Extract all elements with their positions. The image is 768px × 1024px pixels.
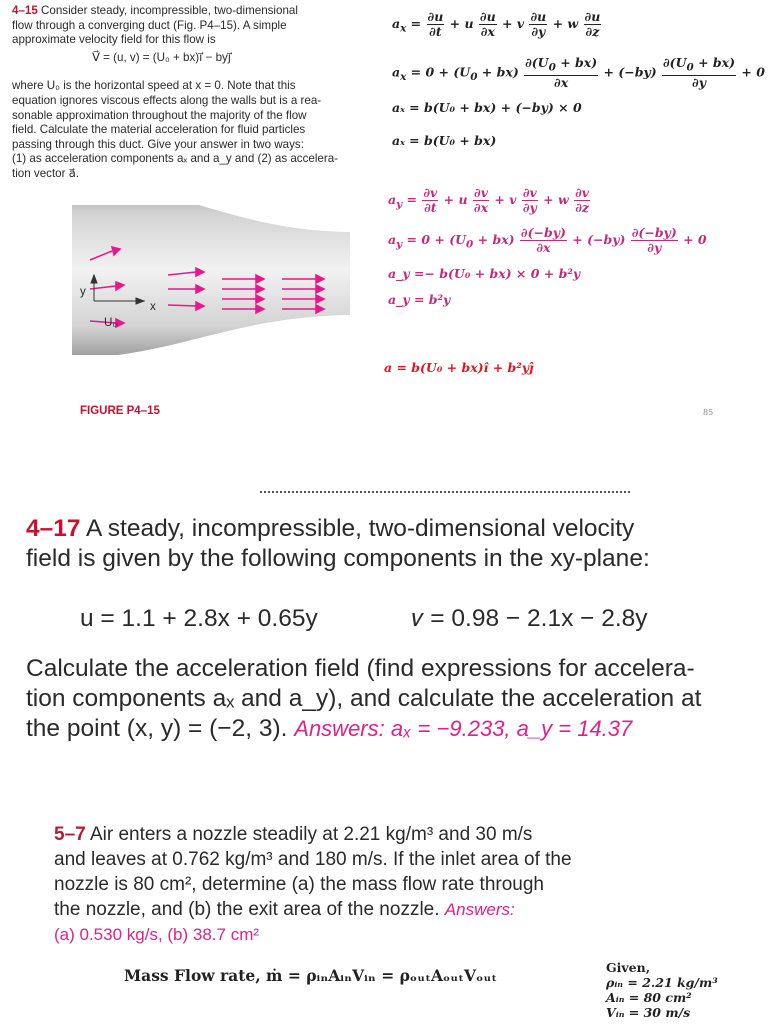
problem-number: 5–7 [54,824,86,845]
problem-number: 4–17 [26,515,81,542]
problem-4-17-statement [26,514,766,574]
ax-equation-simplified: aₓ = b(U₀ + bx) + (−by) × 0 [392,100,582,115]
velocity-field-equation: V⃗ = (u, v) = (U₀ + bx)i⃗ − byj⃗ [92,50,232,64]
slide-problem-4-17 [0,478,768,800]
statement-line: the point (x, y) = (−2, 3). [26,715,288,742]
answers: (a) 0.530 kg/s, (b) 38.7 cm² [54,925,260,944]
problem-number: 4–15 [12,4,38,17]
figure-u0-label: U₀ [104,316,118,329]
statement-line: and leaves at 0.762 kg/m³ and 180 m/s. If the inlet area of the [54,849,572,870]
given-title: Given, [606,960,651,975]
statement-line: A steady, incompressible, two-dimensional velocity [85,515,635,542]
given-inlet-velocity: Vᵢₙ = 30 m/s [606,1005,691,1020]
slide-problem-4-15 [0,0,768,440]
statement-line: the nozzle, and (b) the exit area of the nozzle. [54,899,440,920]
converging-duct-figure [60,205,360,355]
given-inlet-area: Aᵢₙ = 80 cm² [606,990,692,1005]
statement-line: passing through this duct. Give your answer in two ways: [12,137,304,151]
statement-line: where U₀ is the horizontal speed at x = 0. Note that this [12,79,296,93]
statement-line: flow through a converging duct (Fig. P4–15). A simple [12,18,287,32]
ax-equation-definition: $a_x$ = $\frac{\partial u}{\partial t}$ + u $\frac{\partial u}{\partial x}$ + v $\frac{\partial u}{\partial y}$ + w $\frac{\partial u}{\partial z}$ [392,9,601,39]
figure-caption: FIGURE P4–15 [80,405,160,417]
statement-line: Air enters a nozzle steadily at 2.21 kg/m³ and 30 m/s [89,824,533,845]
answers-label: Answers: [444,900,515,919]
ay-equation-result: a_y = b²y [388,292,451,307]
ay-equation-definition: $a_y$ = $\frac{\partial v}{\partial t}$ + u $\frac{\partial v}{\partial x}$ + v $\frac{\partial v}{\partial y}$ + w $\frac{\partial v}{\partial z}$ [388,185,590,215]
problem-5-7-statement [54,822,754,947]
u-component-equation: u = 1.1 + 2.8x + 0.65y [80,605,318,632]
statement-line: sonable approximation throughout the majority of the flow [12,108,307,122]
given-values [606,960,718,1020]
statement-line: nozzle is 80 cm², determine (a) the mass flow rate through [54,874,544,895]
problem-4-17-question [26,654,766,744]
slide-problem-5-7 [0,806,768,1024]
statement-line: tion components aₓ and a_y), and calculate the acceleration at [26,685,702,712]
statement-line: equation ignores viscous effects along the walls but is a rea- [12,93,322,107]
statement-line: (1) as acceleration components aₓ and a_y and (2) as accelera- [12,152,339,166]
v-component-equation: 𝑣 = 0.98 − 2.1x − 2.8y [412,605,648,632]
ay-equation-simplified: a_y =− b(U₀ + bx) × 0 + b²y [388,266,581,281]
figure-axis-x-label: x [150,300,156,313]
acceleration-vector-result: a = b(U₀ + bx)î + b²yĵ [384,360,534,375]
problem-4-15-statement [12,4,357,182]
ax-equation-result: aₓ = b(U₀ + bx) [392,133,497,148]
ax-equation-substitution: $a_x = 0 + (U_0 + bx)$ $\frac{\partial(U_0 + bx)}{\partial x}$ + (−by) $\frac{\partial(U_0 + bx)}{\partial y}$ + 0 [392,55,765,90]
statement-line: Calculate the acceleration field (find expressions for accelera- [26,655,695,682]
figure-axis-y-label: y [80,285,86,298]
statement-line: tion vector a⃗. [12,166,80,180]
ay-equation-substitution: $a_y = 0 + (U_0 + bx)$ $\frac{\partial(-by)}{\partial x}$ + (−by) $\frac{\partial(-by)}{\partial y}$ + 0 [388,225,707,255]
page-number: 85 [703,408,714,417]
answers: Answers: aₓ = −9.233, a_y = 14.37 [294,716,633,741]
statement-line: field is given by the following components in the xy-plane: [26,545,650,572]
statement-line: field. Calculate the material acceleration for fluid particles [12,123,306,137]
given-inlet-density: ρᵢₙ = 2.21 kg/m³ [606,975,718,990]
statement-line: Consider steady, incompressible, two-dimensional [41,4,298,17]
statement-line: approximate velocity field for this flow is [12,33,216,47]
mass-flow-rate-equation: Mass Flow rate, ṁ = ρᵢₙAᵢₙVᵢₙ = ρₒᵤₜAₒᵤₜVₒᵤₜ [124,966,498,985]
